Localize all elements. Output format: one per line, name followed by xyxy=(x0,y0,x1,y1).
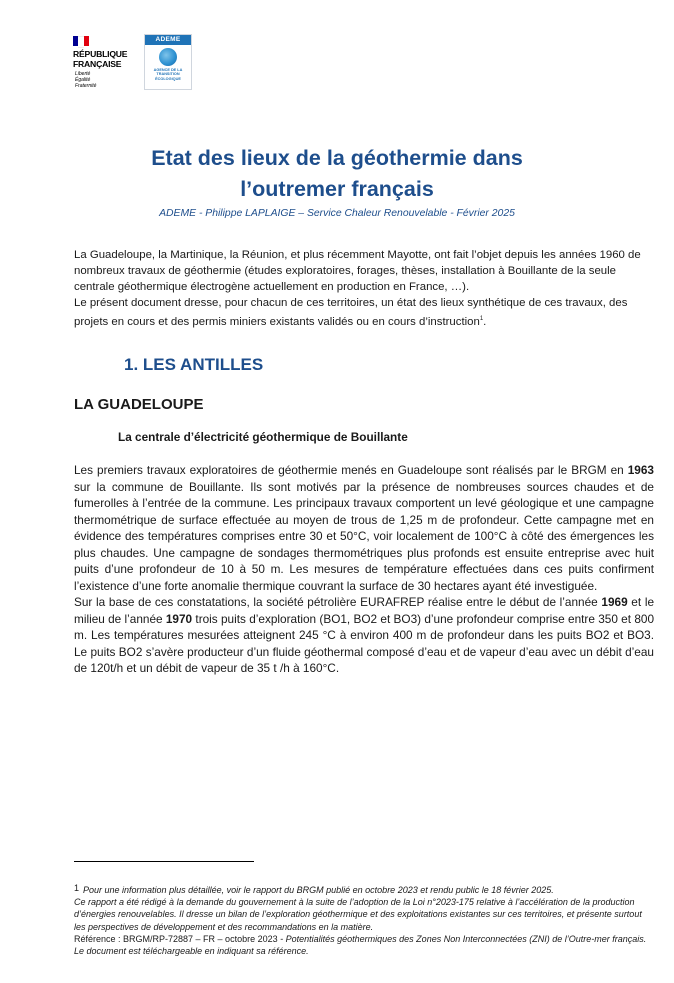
footnote-line1 xyxy=(74,884,654,896)
footnote-ref-label: Référence : BRGM/RP-72887 – FR – octobre 2023 xyxy=(74,933,278,944)
body-p2-part2: et le milieu de l’année xyxy=(74,595,655,626)
ademe-label: ADEME xyxy=(145,35,191,45)
footnote-ref[interactable]: 1 xyxy=(479,315,484,322)
footnote-divider xyxy=(74,861,254,862)
body-p2-part3: trois puits d’exploration (BO1, BO2 et BO3) d’une profondeur comprise entre 350 et 800 m. Les températures mesurées atteignent 245 °C à environ 400 m de profondeur dans les puits BO2 et BO3. Le puits BO2 s’avère producteur d’un fluide géothermal composé d’eau et de vapeur d’eau avec un débit d’eau de 120t/h et un débit de vapeur de 35 t /h à 160°C. xyxy=(74,611,655,675)
subsubsection-heading-bouillante: La centrale d’électricité géothermique de Bouillante xyxy=(118,430,408,444)
footnote-line2: Ce rapport a été rédigé à la demande du gouvernement à la suite de l’adoption de la Loi n°2023-175 relative à l’accélération de la production d’énergies renouvelables. Il dresse un bilan de l’exploration géothermique et des exploitations existantes sur ces territoires, et présente surtout les perspectives de développement et des recommandations en la matière. xyxy=(74,897,642,932)
subsection-heading-guadeloupe: LA GUADELOUPE xyxy=(74,396,204,413)
globe-icon xyxy=(159,48,177,66)
french-flag-icon xyxy=(73,36,89,46)
body-p2-part1: Sur la base de ces constatations, la société pétrolière EURAFREP réalise entre le début de l’année xyxy=(74,595,602,609)
intro-paragraph-2-text: Le présent document dresse, pour chacun de ces territoires, un état des lieux synthétique de ces travaux, des projets en cours et des permis miniers existants validés ou en cours d’instruction xyxy=(74,296,628,328)
intro-paragraph-2-end: . xyxy=(483,315,487,328)
doc-title-line2: l’outremer français xyxy=(240,177,434,201)
motto-egalite: Égalité xyxy=(75,77,91,83)
footnote-number: 1 xyxy=(74,883,80,893)
intro-paragraph-1: La Guadeloupe, la Martinique, la Réunion, et plus récemment Mayotte, ont fait l’objet depuis les années 1960 de nombreux travaux de géothermie (études exploratoires, forages, thèses, installation à Bouillante de la seule centrale géothermique électrogène actuellement en production en France, …). xyxy=(74,249,641,293)
footnote-reference xyxy=(74,933,654,957)
body-p1-part2: sur la commune de Bouillante. Ils sont motivés par la présence de nombreuses sources chaudes et de fumerolles à l’entrée de la commune. Les principaux travaux comportent un levé géologique et une campagne thermométrique de surface effectuée au moyen de trous de 1,25 m de profondeur. Cette campagne met en évidence des températures comprises entre 30 et 50°C, voir localement de 100°C à côté des émergences les plus chaudes. Une campagne de sondages thermométriques plus profonds est ensuite entreprise avec huit puits d’une profondeur de 10 à 50 m. Les mesures de température effectuées dans ces puits confirment l’existence d’une forte anomalie thermique couvrant la surface de 30 hectares ayant été investiguée. xyxy=(74,479,654,593)
republique-line2: FRANÇAISE xyxy=(73,59,122,69)
doc-subtitle: ADEME - Philippe LAPLAIGE – Service Chaleur Renouvelable - Février 2025 xyxy=(159,208,515,219)
republique-line1: RÉPUBLIQUE xyxy=(73,49,128,59)
motto-fraternite: Fraternité xyxy=(75,83,97,89)
body-paragraph-2 xyxy=(74,594,654,677)
section-heading-antilles: 1. LES ANTILLES xyxy=(124,355,264,374)
year-1970: 1970 xyxy=(165,611,193,626)
doc-title-line1: Etat des lieux de la géothermie dans xyxy=(151,146,523,170)
intro-paragraph-2 xyxy=(74,296,654,331)
body-text xyxy=(74,462,654,677)
year-1963: 1963 xyxy=(627,463,654,477)
body-paragraph-1 xyxy=(74,462,654,594)
footnote xyxy=(74,884,654,957)
motto-liberte: Liberté xyxy=(75,71,91,77)
footnote-ref-title: - Potentialités géothermiques des Zones Non Interconnectées (ZNI) de l’Outre-mer français. Le document est téléchargeable en indiquant sa référence. xyxy=(74,933,647,957)
body-p1-part1: Les premiers travaux exploratoires de géothermie menés en Guadeloupe sont réalisés par le BRGM en xyxy=(74,463,628,477)
footnote-text1: Pour une information plus détaillée, voir le rapport du BRGM publié en octobre 2023 et rendu public le 18 février 2025. xyxy=(83,885,554,895)
ademe-logo xyxy=(144,34,192,90)
ademe-subtitle: AGENCE DE LA TRANSITION ÉCOLOGIQUE xyxy=(153,68,183,81)
intro-text xyxy=(74,248,654,330)
year-1969: 1969 xyxy=(601,595,628,609)
